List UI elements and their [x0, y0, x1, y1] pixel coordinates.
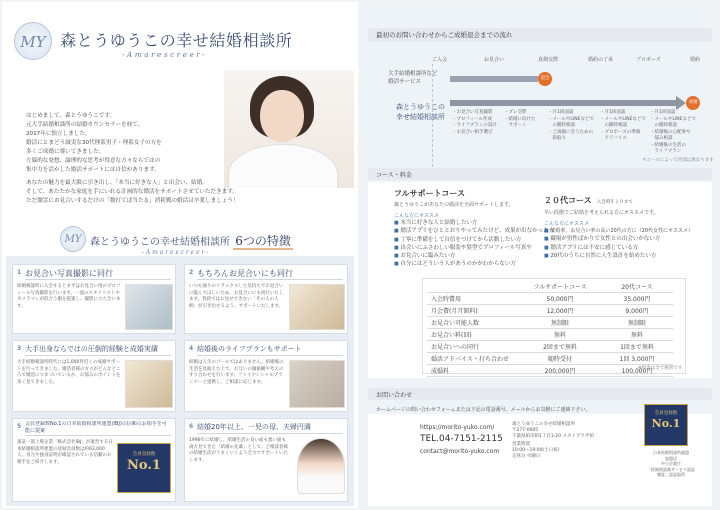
- features-heading: [90, 232, 293, 249]
- intro-text: [26, 112, 356, 206]
- fee-row: [427, 341, 673, 353]
- feature-photo-1: [125, 284, 173, 330]
- fee-cell: 35,000円: [601, 293, 673, 305]
- feature-title: お見合い写真撮影に同行: [25, 267, 171, 280]
- fee-cell: 婚活アドバイス・打ち合わせ: [427, 353, 519, 365]
- flow-step-1: ・お見合い写真撮影 ・プロフィール作成 ・ライフプランの設計 ・お見合い相手選び: [452, 110, 497, 135]
- feature-title: もちろんお見合いにも同行: [197, 267, 343, 280]
- contact-url-link[interactable]: https://morito-yuko.com/: [420, 424, 495, 431]
- feature-title: 結婚20年以上、一児の母、夫婦円満: [197, 421, 343, 434]
- brand-subtitle: - A m a r e s c r e e r -: [122, 50, 205, 59]
- feature-card-5: [12, 418, 176, 502]
- intro-line: 婚活にとまどう誠実な30代理系男子・理系女子の方を: [26, 140, 162, 146]
- feature-photo-6: [297, 438, 345, 494]
- contact-title: お問い合わせ: [376, 392, 413, 399]
- feature-body: 東証一部上場企業「株式会社IBJ」が運営する日本結婚相談所連盟の登録会員数は約63,000人。身元や独身証明が確認されている信頼のお相手をご紹介します。: [17, 440, 113, 465]
- fee-header-cell: [427, 281, 519, 293]
- c20-course-item: ■ 成婚率、お見合い率の高い20代の方に（20代女性にオススメ）: [544, 227, 704, 235]
- contact-lead: ホームページの問い合わせフォームまたは下記の電話番号、メールからお気軽にご連絡下さい。: [376, 407, 591, 413]
- c20-course-item: ■ 20代のうちに自然に人生設計を始めたい方: [544, 252, 704, 260]
- flow-ours-arrowhead: [676, 96, 686, 110]
- flow-ours-end-text: 成婚: [688, 100, 698, 105]
- fee-cell: 成婚料: [427, 365, 519, 377]
- features-highlight: 6つの特徴: [235, 234, 291, 248]
- feature-number: 3: [17, 345, 22, 352]
- contact-ibj-badge: [644, 404, 688, 446]
- flow-step-5: ・月1回面談 ・メールやLINEなどで の随時相談 ・結婚後の心配事や 悩み相談 ・結婚後の生活の ライフプラン: [650, 110, 696, 154]
- full-course-item: ■ 丁寧に準備をして自信をつけてから活動したい方: [394, 236, 544, 244]
- intro-lines: [26, 112, 356, 206]
- intro-line: はじめまして、森とうゆうこです。: [26, 113, 115, 119]
- badge-caption-line: 中小企業庁: [661, 461, 681, 466]
- feature-body: 結婚は人生のゴールではありません。結婚後の生活を見据えた上で、お互いの価値観や考えのすり合わせを行います。ファイナンシャルプランナーと提携し、ご相談に応じます。: [189, 360, 284, 385]
- full-course-item: ■ 婚活アプリをひととおりやってみたけど、成果が出なかった方: [394, 227, 544, 235]
- c20-course-item: ■ 婚活アプリには不安に感じている方: [544, 244, 704, 252]
- fee-table: [427, 281, 673, 377]
- c20-course-name: ２０代コース: [544, 196, 592, 205]
- full-course-rec: こんな方にオススメ: [394, 213, 439, 219]
- fee-cell: 200,000円: [519, 365, 601, 377]
- feature-body: 結婚相談所に入会するとまずはお見合い用のプロフィール写真撮影を行います。一流のスタイリストやカメラマンが似合う服を提案し、撮影に立ち会います。: [17, 284, 121, 309]
- flow-step-3: ・月1回面談 ・メールやLINEなどで の随時相談 ・ご両親に会うための 段取り: [548, 110, 594, 141]
- fee-cell: 1回 3,000円: [601, 353, 673, 365]
- flow-title: 最初のお問い合わせからご成婚退会までの流れ: [376, 31, 513, 39]
- fee-cell: 無料: [601, 329, 673, 341]
- fee-row: [427, 365, 673, 377]
- intro-line: ただ闇雲にお見合いするだけの「数打てば当たる」消耗戦の婚活は卒業しましょう！: [26, 198, 239, 204]
- contact-address-line: 千葉県柏市柏1丁目1-20 スカイプラザ柏: [512, 434, 594, 439]
- fee-row: [427, 317, 673, 329]
- contact-tel[interactable]: TEL.04-7151-2115: [420, 434, 503, 444]
- features-logo-text: MY: [64, 234, 82, 245]
- contact-badge-line2: No.1: [651, 417, 681, 430]
- full-course-desc: 森とうゆうこがあなたの婚活を全面サポートします。: [394, 202, 514, 208]
- fee-cell: 100,000円: [601, 365, 673, 377]
- flow-other-end-text: 退会: [540, 76, 550, 81]
- feature-title: 結婚後のライフプランもサポート: [197, 343, 343, 356]
- fee-cell: 2回まで無料: [519, 341, 601, 353]
- feature-title: 会員登録数No.1の日本結婚相談所連盟(IBJ)の信頼のお相手を可能に提案: [25, 421, 171, 436]
- fee-row: [427, 329, 673, 341]
- flow-stage: 婚約の了承: [588, 57, 614, 63]
- full-course-item: ■ 自分にはどういう人があうのかがわからない方: [394, 260, 544, 268]
- full-course-item: ■ お見合いに臨みたい方: [394, 252, 544, 260]
- c20-course-age: 入会時年２０まで: [596, 200, 633, 205]
- flow-step-4: ・月1回面談 ・メールやLINEなどで の随時相談 ・プロポーズの準備 アドバイス: [600, 110, 646, 141]
- badge-caption-line: 「結婚相談業サービス認証: [647, 466, 695, 472]
- full-course-item: ■ 出会いにふさわしい服装や髪型でプロフィール写真や: [394, 244, 544, 252]
- intro-line: 集中力を活かした婚活サポートには自信があります。: [26, 167, 160, 173]
- flow-stage: ご入会: [432, 57, 448, 63]
- full-course-item: ■ 本当に好きな人と結婚したい方: [394, 219, 544, 227]
- contact-address-line: 〒277-0005: [512, 428, 539, 433]
- flow-header: [368, 28, 712, 42]
- feature-photo-2: [289, 284, 345, 330]
- contact-address-label: 森とうゆうこの幸せ結婚相談所: [512, 422, 575, 427]
- features-logo: [60, 226, 86, 252]
- contact-address-line: 定休日 火曜日: [512, 454, 541, 459]
- contact-address-line: 営業時間: [512, 442, 530, 447]
- intro-line: そして、あたたかな家庭を手にいれる計画的な婚活をサポートさせていただきます。: [26, 189, 239, 195]
- flow-stage: お見合い: [484, 57, 505, 63]
- intro-line: 多くご成婚に導いてきました。: [26, 149, 105, 155]
- feature-title: 大手出身ならではの圧倒的経験と成婚実績: [25, 343, 171, 356]
- right-page: [362, 2, 718, 508]
- contact-mail-link[interactable]: contact@morito-yuko.com: [420, 448, 500, 455]
- feature-photo-3: [125, 360, 173, 408]
- fee-cell: 12,000円: [519, 305, 601, 317]
- badge-caption-line: 日本結婚相談所連盟: [653, 450, 689, 455]
- c20-course-item: ■ 職場が男性ばかりで女性との出会いがない方: [544, 235, 704, 243]
- feature-body: いつも通りのリラックスした気持ちでお見合いに臨んでほしいため、お見合いにも同行いたします。普段ではお見せできない「その人の人柄」が引き出せるよう、サポートいたします。: [189, 284, 284, 309]
- flow-ours-arrow: [450, 100, 676, 106]
- feature-number: 2: [189, 269, 194, 276]
- c20-course: [544, 188, 704, 260]
- fee-header-cell: 20代コース: [601, 281, 673, 293]
- fee-cell: 50,000円: [519, 293, 601, 305]
- badge-caption-line: 制度」認証取得: [657, 472, 685, 477]
- fee-cell: お見合い料(回): [427, 329, 519, 341]
- feature-card-3: [12, 340, 176, 412]
- feature-number: 5: [17, 423, 22, 430]
- flow-note: ＊コースによって内容は異なります: [642, 158, 714, 163]
- full-course: [394, 188, 555, 269]
- ibj-badge: [117, 443, 171, 493]
- logo-monogram-text: MY: [20, 33, 46, 51]
- feature-number: 4: [189, 345, 194, 352]
- feature-photo-4: [289, 360, 345, 408]
- flow-stage: プロポーズ: [636, 57, 661, 63]
- fee-cell: 9,000円: [601, 305, 673, 317]
- contact-address: [512, 422, 632, 460]
- flow-stage: 真剣交際: [538, 57, 559, 63]
- intro-line: あなたの魅力を最大限に引き出し、「本当に好きな人」と出会い、結婚。: [26, 180, 208, 186]
- fee-table-header: [427, 281, 673, 293]
- flow-ours-label: 森とうゆうこの 幸せ結婚相談所: [396, 103, 445, 121]
- fee-cell: 無料: [519, 329, 601, 341]
- left-page: [2, 2, 358, 508]
- feature-card-2: [184, 264, 348, 334]
- fee-row: [427, 293, 673, 305]
- ibj-badge-line2: No.1: [127, 458, 161, 473]
- features-subtitle: - A m a r e s c r e e r -: [142, 249, 209, 256]
- c20-course-head: [544, 188, 704, 207]
- fee-cell: お見合い可能人数: [427, 317, 519, 329]
- flow-other-end: [538, 72, 552, 86]
- c20-course-rec: こんな方にオススメ: [544, 221, 589, 227]
- feature-card-1: [12, 264, 176, 334]
- intro-line: 左脳的な発想、論理的な思考が得意な方々ならではの: [26, 158, 161, 164]
- feature-body: 大手結婚相談所時代には1,000件近くの成婚サポートを行ってきました。婚活者様の方々がどんなところで婚活につまづいているか、お悩みのポイントを多く見てきました。: [17, 360, 121, 385]
- fee-cell: 無制限: [519, 317, 601, 329]
- feature-card-4: [184, 340, 348, 412]
- intro-line: 元大手結婚相談所の結婚カウンセラーを経て、: [26, 122, 144, 128]
- feature-number: 1: [17, 269, 22, 276]
- feature-number: 6: [189, 423, 194, 430]
- ibj-badge-line1: 会員登録数: [132, 452, 156, 457]
- fee-cell: 無制限: [601, 317, 673, 329]
- brand-title: 森とうゆうこの幸せ結婚相談所: [60, 31, 293, 50]
- fee-table-wrap: [422, 278, 686, 374]
- flow-ours-end: [686, 96, 700, 110]
- flow-step-2: ・プレ交際 ・結婚に向けた サポート: [504, 110, 536, 128]
- courses-header: [368, 168, 712, 180]
- features-brand: 森とうゆうこの幸せ結婚相談所: [90, 237, 230, 248]
- feature-body: 1996年に結婚し、結婚生活の良い面も悪い面も両方見てきた「結婚の先輩」として、ご相談者様の結婚生活がうまくいくよう全力でサポートいたします。: [189, 438, 288, 463]
- contact-badge-line1: 会員登録数: [654, 411, 678, 416]
- courses-title: コース・料金: [376, 172, 412, 179]
- fee-row: [427, 353, 673, 365]
- fee-cell: 月会費(月月額料): [427, 305, 519, 317]
- fee-cell: 入会時費用: [427, 293, 519, 305]
- fee-row: [427, 305, 673, 317]
- flow-stage: 婚約: [690, 57, 701, 63]
- fee-cell: 1回まで無料: [601, 341, 673, 353]
- flow-other-arrow: [450, 76, 538, 82]
- fee-cell: 随時受付: [519, 353, 601, 365]
- badge-caption-line: 加盟店: [665, 455, 677, 461]
- logo-monogram: [14, 22, 52, 60]
- contact-address-line: 10:00〜19:00(土日祝): [512, 448, 560, 453]
- fee-header-cell: フルサポートコース: [519, 281, 601, 293]
- contact-header: [368, 388, 712, 400]
- full-course-name: フルサポートコース: [394, 189, 465, 198]
- fee-cell: お見合いへの同行: [427, 341, 519, 353]
- flow-other-label: 大手結婚相談所など 婚活サービス: [388, 71, 438, 85]
- contact-badge-caption: [630, 450, 712, 478]
- fee-note: ※料金は全て税別です: [638, 366, 683, 371]
- feature-card-6: [184, 418, 348, 502]
- intro-line: 2017年に独立しました。: [26, 131, 91, 137]
- c20-course-desc: 早い段階でご結婚を考えられる方にオススメです。: [544, 210, 659, 216]
